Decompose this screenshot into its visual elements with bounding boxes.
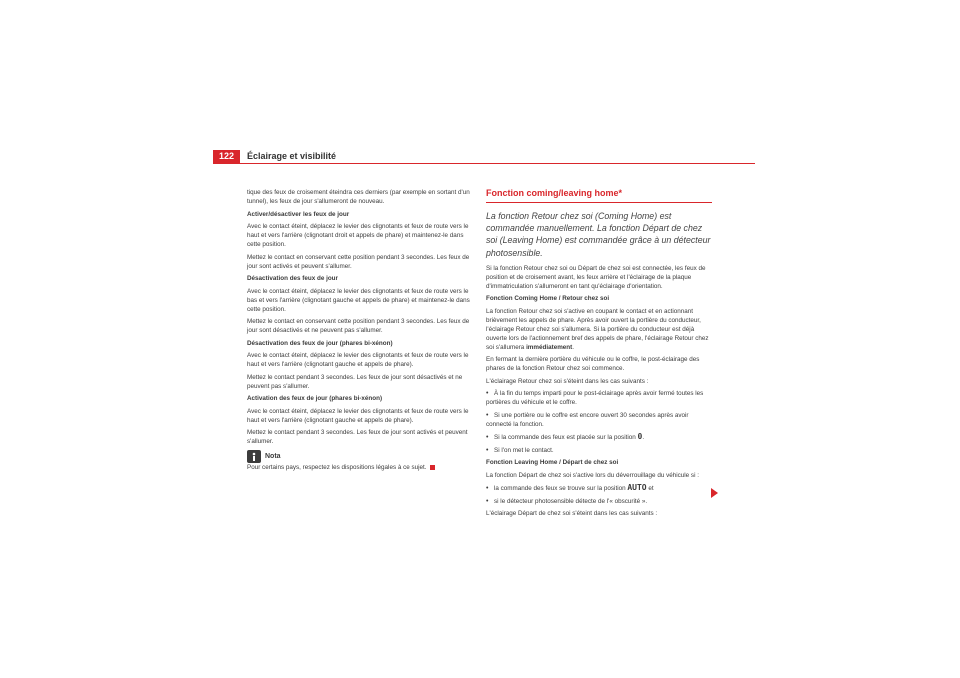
paragraph: Mettez le contact pendant 3 secondes. Les feux de jour sont désactivés et ne peuvent pas s'allumer. [247,373,463,390]
section-intro: La fonction Retour chez soi (Coming Home) est commandée manuellement. La fonction Départ de chez soi (Leaving Home) est commandée grâce à un détecteur photosensible. [486,211,711,258]
continue-arrow-icon [711,488,718,498]
left-column [247,188,471,476]
header-divider [213,163,755,164]
list-item: • À la fin du temps imparti pour le post-éclairage après avoir fermé toutes les portières du véhicule et le coffre. [486,390,704,407]
subheading-coming-home: Fonction Coming Home / Retour chez soi [486,295,610,303]
paragraph: Avec le contact éteint, déplacez le levier des clignotants et feux de route vers le haut et vers l'arrière (clignotant gauche et appels de phare). [247,407,469,424]
list-item: • Si la commande des feux est placée sur la position 0. [486,432,645,442]
paragraph: Avec le contact éteint, déplacez le levier des clignotants et feux de route vers le bas et vers l'arrière (clignotant gauche et appels de phare) et maintenez-le dans cette position. [247,287,470,313]
light-switch-position-0-icon: 0 [637,432,643,442]
list-item: • si le détecteur photosensible détecte de l'« obscurité ». [486,497,648,505]
list-item: • Si une portière ou le coffre est encore ouvert 30 secondes après avoir connecté la fonction. [486,411,689,428]
section-title: Fonction coming/leaving home* [486,188,712,203]
paragraph: La fonction Retour chez soi s'active en coupant le contact et en actionnant brièvement les appels de phare. Après avoir ouvert la portière du conducteur, l'éclairage Retour chez soi s'allumera. Si la portière du conducteur est déjà ouverte lors de l'actionnement bref des appels de phare, l'éclairage Retour chez soi s'allumera immédiatement. [486,307,709,351]
section-end-marker [430,465,435,470]
list-item: • Si l'on met le contact. [486,446,554,454]
paragraph: L'éclairage Départ de chez soi s'éteint dans les cas suivants : [486,510,658,518]
subheading-activate-day-lights: Activer/désactiver les feux de jour [247,210,350,218]
subheading-deactivate-day-lights: Désactivation des feux de jour [247,275,338,282]
paragraph: Mettez le contact en conservant cette position pendant 3 secondes. Les feux de jour sont désactivés et ne peuvent pas s'allumer. [247,318,470,334]
light-switch-auto-icon: AUTO [627,483,647,493]
paragraph: Avec le contact éteint, déplacez le levier des clignotants et feux de route vers le haut et vers l'arrière (clignotant droit et appels de phare) et maintenez-le dans cette position. [247,223,469,248]
paragraph: Mettez le contact en conservant cette position pendant 3 secondes. Les feux de jour sont activés et peuvent s'allumer. [247,253,470,270]
note-header [247,450,471,463]
note-label: Nota [265,453,281,460]
paragraph: En fermant la dernière portière du véhicule ou le coffre, le post-éclairage des phares de la fonction Retour chez soi commence. [486,356,700,373]
note-text: Pour certains pays, respectez les dispositions légales à ce sujet. [247,463,471,472]
subheading-activate-bixenon: Activation des feux de jour (phares bi-xénon) [247,395,383,402]
list-item: • la commande des feux se trouve sur la position AUTO et [486,483,654,493]
subheading-deactivate-bixenon: Désactivation des feux de jour (phares bi-xénon) [247,339,393,347]
paragraph: Avec le contact éteint, déplacez le levier des clignotants et feux de route vers le haut et vers l'arrière (clignotant gauche et appels de phare). [247,352,469,368]
paragraph: tique des feux de croisement éteindra ces derniers (par exemple en sortant d'un tunnel), les feux de jour s'allumeront de nouveau. [247,189,470,205]
paragraph: La fonction Départ de chez soi s'active lors du déverrouillage du véhicule si : [486,471,699,479]
subheading-leaving-home: Fonction Leaving Home / Départ de chez soi [486,459,619,467]
paragraph: Si la fonction Retour chez soi ou Départ de chez soi est connectée, les feux de position et de croisement avant, les feux arrière et l'éclairage de la plaque d'immatriculation s'allumeront en tant qu'éclairage d'orientation. [486,264,706,290]
note-icon [247,450,261,463]
right-column [486,188,712,522]
paragraph: Mettez le contact pendant 3 secondes. Les feux de jour sont activés et peuvent s'allumer. [247,429,468,445]
page-header-title: Éclairage et visibilité [247,151,337,161]
paragraph: L'éclairage Retour chez soi s'éteint dans les cas suivants : [486,377,649,385]
page-number: 122 [213,150,240,163]
